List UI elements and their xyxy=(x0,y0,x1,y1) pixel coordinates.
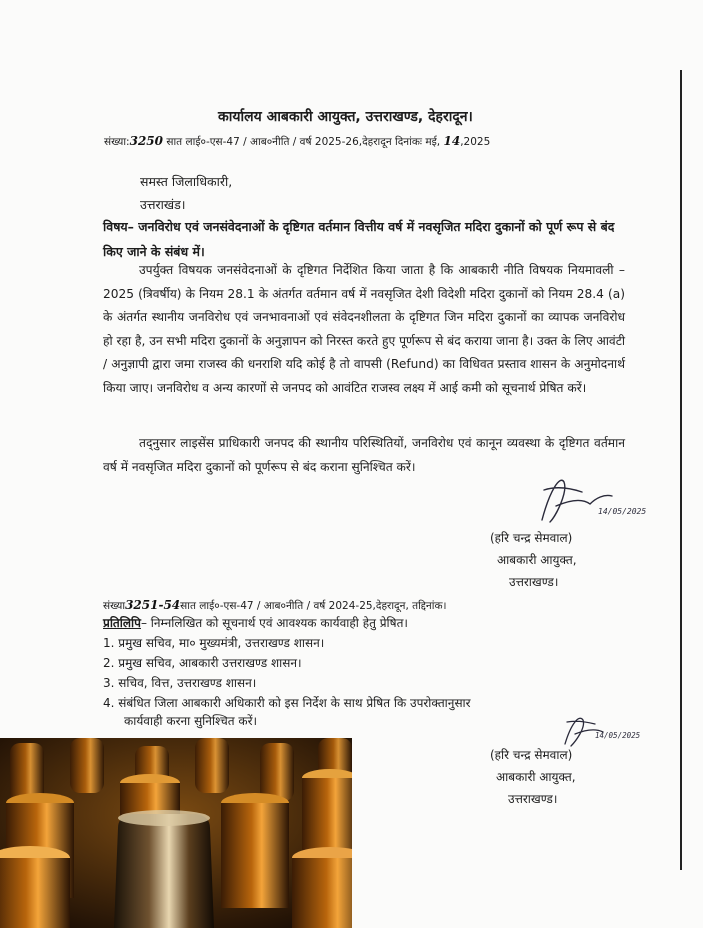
body-paragraph-2: तद्नुसार लाइसेंस प्राधिकारी जनपद की स्थानीय परिस्थितियों, जनविरोध एवं कानून व्यवस्था के दृष्टिगत वर्तमान वर्ष में नवसृजित मदिरा दुकानों को पूर्णरूप से बंद कराना सुनिश्चित करें। xyxy=(103,436,625,474)
reference-number-1: 3250 xyxy=(129,134,163,148)
reference-number-2: 3251-54 xyxy=(125,598,181,612)
copy-list-item-continued: कार्यवाही करना सुनिश्चित करें। xyxy=(124,714,258,728)
addressee-line-2: उत्तराखंड। xyxy=(140,197,186,212)
copy-list-item: 1. प्रमुख सचिव, मा० मुख्यमंत्री, उत्तराखण्ड शासन। xyxy=(103,636,325,650)
signatory-title-2: आबकारी आयुक्त, xyxy=(496,770,576,784)
page-edge-line xyxy=(680,70,682,870)
addressee-line-1: समस्त जिलाधिकारी, xyxy=(140,174,233,189)
reference-line-2: संख्या3251-54सात लाई०-एस-47 / आब०नीति / वर्ष 2024-25,देहरादून, तद्दिनांक। xyxy=(103,598,447,612)
svg-text:14/05/2025: 14/05/2025 xyxy=(598,507,647,516)
copy-list-item: 3. सचिव, वित्त, उत्तराखण्ड शासन। xyxy=(103,676,257,690)
copy-list-item: 4. संबंधित जिला आबकारी अधिकारी को इस निर्देश के साथ प्रेषित कि उपरोक्तानुसार xyxy=(103,696,471,710)
copy-intro: प्रतिलिपि– निम्नलिखित को सूचनार्थ एवं आवश्यक कार्यवाही हेतु प्रेषित। xyxy=(103,616,408,630)
handwritten-signature-1 xyxy=(530,470,655,530)
handwritten-signature-2 xyxy=(555,708,655,750)
liquor-bottles-photo xyxy=(0,738,352,928)
signatory-name-2: (हरि चन्द्र सेमवाल) xyxy=(490,748,573,762)
reference-line-1: संख्या:3250 सात लाई०-एस-47 / आब०नीति / वर्ष 2025-26,देहरादून दिनांकः मई, 14,2025 xyxy=(104,134,491,148)
subject-line: विषय– जनविरोध एवं जनसंवेदनाओं के दृष्टिगत वर्तमान वित्तीय वर्ष में नवसृजित मदिरा दुकानों को पूर्ण रूप से बंद किए जाने के संबंध में। xyxy=(103,219,615,259)
signatory-state-1: उत्तराखण्ड। xyxy=(509,575,559,589)
svg-text:14/05/2025: 14/05/2025 xyxy=(595,731,641,740)
copy-list-item: 2. प्रमुख सचिव, आबकारी उत्तराखण्ड शासन। xyxy=(103,656,302,670)
bottles-image xyxy=(0,738,352,928)
office-heading: कार्यालय आबकारी आयुक्त, उत्तराखण्ड, देहरादून। xyxy=(218,109,473,125)
signatory-name-1: (हरि चन्द्र सेमवाल) xyxy=(490,531,573,545)
signatory-title-1: आबकारी आयुक्त, xyxy=(497,553,577,567)
reference-day: 14 xyxy=(443,134,461,148)
signatory-state-2: उत्तराखण्ड। xyxy=(508,792,558,806)
body-paragraph-1: उपर्युक्त विषयक जनसंवेदनाओं के दृष्टिगत निर्देशित किया जाता है कि आबकारी नीति विषयक नियमावली – 2025 (त्रिवर्षीय) के नियम 28.1 के अंतर्गत वर्तमान वर्ष में नवसृजित देशी विदेशी मदिरा दुकानों को नियम 28.4 (a) के अंतर्गत स्थानीय जनविरोध एवं जनभावनाओं एवं संवेदनशीलता के दृष्टिगत जिन मदिरा दुकानों का व्यापक जनविरोध हो रहा है, उन सभी मदिरा दुकानों के अनुज्ञापन को निरस्त करते हुए पूर्णरूप से बंद कराया जाना है। उक्त के लिए आवंटी / अनुज्ञापी द्वारा जमा राजस्व की धनराशि यदि कोई है तो वापसी (Refund) का विधिवत प्रस्ताव शासन के अनुमोदनार्थ किया जाए। जनविरोध व अन्य कारणों से जनपद को आवंटित राजस्व लक्ष्य में आई कमी को सूचनार्थ प्रेषित करें। xyxy=(103,263,625,395)
